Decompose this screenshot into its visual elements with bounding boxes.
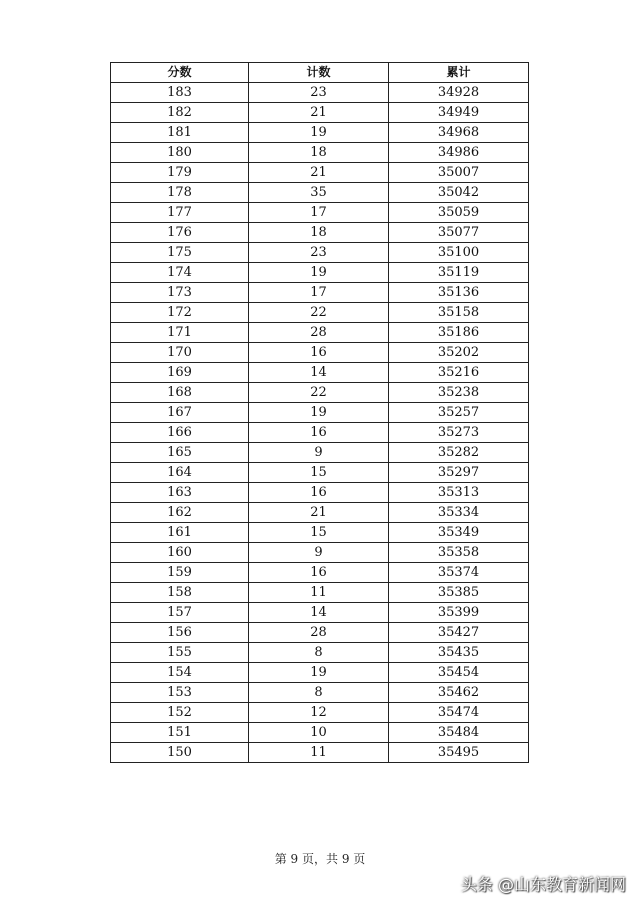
- count-cell: 10: [249, 723, 389, 743]
- cumulative-cell: 35238: [389, 383, 529, 403]
- table-row: [111, 523, 529, 543]
- table-row: [111, 623, 529, 643]
- cumulative-cell: 35007: [389, 163, 529, 183]
- score-cell: 157: [111, 603, 249, 623]
- cumulative-cell: 35427: [389, 623, 529, 643]
- count-cell: 23: [249, 83, 389, 103]
- table-row: [111, 583, 529, 603]
- cumulative-cell: 35042: [389, 183, 529, 203]
- cumulative-cell: 35257: [389, 403, 529, 423]
- cumulative-cell: 34986: [389, 143, 529, 163]
- score-table: [110, 62, 529, 763]
- cumulative-cell: 35077: [389, 223, 529, 243]
- cumulative-cell: 35186: [389, 323, 529, 343]
- count-cell: 28: [249, 623, 389, 643]
- cumulative-cell: 35484: [389, 723, 529, 743]
- cumulative-cell: 35462: [389, 683, 529, 703]
- table-row: [111, 643, 529, 663]
- score-cell: 159: [111, 563, 249, 583]
- cumulative-cell: 35136: [389, 283, 529, 303]
- cumulative-cell: 35435: [389, 643, 529, 663]
- count-cell: 11: [249, 583, 389, 603]
- score-cell: 174: [111, 263, 249, 283]
- table-row: [111, 663, 529, 683]
- score-cell: 180: [111, 143, 249, 163]
- cumulative-cell: 35399: [389, 603, 529, 623]
- count-cell: 35: [249, 183, 389, 203]
- cumulative-cell: 34949: [389, 103, 529, 123]
- table-row: [111, 363, 529, 383]
- score-cell: 183: [111, 83, 249, 103]
- score-cell: 160: [111, 543, 249, 563]
- count-cell: 14: [249, 363, 389, 383]
- count-cell: 19: [249, 663, 389, 683]
- score-cell: 171: [111, 323, 249, 343]
- score-cell: 181: [111, 123, 249, 143]
- score-cell: 165: [111, 443, 249, 463]
- score-cell: 162: [111, 503, 249, 523]
- table-row: [111, 403, 529, 423]
- count-cell: 12: [249, 703, 389, 723]
- cumulative-cell: 35282: [389, 443, 529, 463]
- score-cell: 152: [111, 703, 249, 723]
- table-row: [111, 743, 529, 763]
- cumulative-cell: 35313: [389, 483, 529, 503]
- table-row: [111, 483, 529, 503]
- table-row: [111, 383, 529, 403]
- table-row: [111, 423, 529, 443]
- score-cell: 153: [111, 683, 249, 703]
- score-cell: 154: [111, 663, 249, 683]
- count-cell: 16: [249, 423, 389, 443]
- cumulative-cell: 35495: [389, 743, 529, 763]
- cumulative-cell: 35358: [389, 543, 529, 563]
- source-watermark: 头条 @山东教育新闻网: [460, 875, 626, 894]
- cumulative-cell: 35216: [389, 363, 529, 383]
- table-header-row: [111, 63, 529, 83]
- count-cell: 15: [249, 463, 389, 483]
- table-row: [111, 143, 529, 163]
- score-cell: 167: [111, 403, 249, 423]
- count-cell: 19: [249, 123, 389, 143]
- cumulative-cell: 35119: [389, 263, 529, 283]
- score-cell: 158: [111, 583, 249, 603]
- cumulative-cell: 35158: [389, 303, 529, 323]
- table-row: [111, 703, 529, 723]
- score-cell: 156: [111, 623, 249, 643]
- table-row: [111, 543, 529, 563]
- score-cell: 179: [111, 163, 249, 183]
- cumulative-cell: 35385: [389, 583, 529, 603]
- score-cell: 172: [111, 303, 249, 323]
- score-cell: 177: [111, 203, 249, 223]
- score-cell: 151: [111, 723, 249, 743]
- count-cell: 23: [249, 243, 389, 263]
- score-cell: 150: [111, 743, 249, 763]
- table-row: [111, 223, 529, 243]
- table-row: [111, 203, 529, 223]
- column-header-count: 计数: [249, 63, 389, 83]
- count-cell: 28: [249, 323, 389, 343]
- cumulative-cell: 35474: [389, 703, 529, 723]
- cumulative-cell: 35297: [389, 463, 529, 483]
- score-cell: 173: [111, 283, 249, 303]
- count-cell: 8: [249, 643, 389, 663]
- count-cell: 16: [249, 483, 389, 503]
- table-row: [111, 343, 529, 363]
- score-cell: 170: [111, 343, 249, 363]
- table-row: [111, 163, 529, 183]
- table-row: [111, 463, 529, 483]
- count-cell: 21: [249, 163, 389, 183]
- table-row: [111, 263, 529, 283]
- table-row: [111, 183, 529, 203]
- column-header-cumulative: 累计: [389, 63, 529, 83]
- table-row: [111, 603, 529, 623]
- table-row: [111, 683, 529, 703]
- score-cell: 166: [111, 423, 249, 443]
- table-row: [111, 283, 529, 303]
- count-cell: 16: [249, 343, 389, 363]
- score-cell: 161: [111, 523, 249, 543]
- table-body: [111, 83, 529, 763]
- count-cell: 19: [249, 403, 389, 423]
- score-cell: 155: [111, 643, 249, 663]
- score-cell: 175: [111, 243, 249, 263]
- count-cell: 18: [249, 223, 389, 243]
- column-header-score: 分数: [111, 63, 249, 83]
- count-cell: 11: [249, 743, 389, 763]
- count-cell: 9: [249, 543, 389, 563]
- count-cell: 21: [249, 503, 389, 523]
- cumulative-cell: 34968: [389, 123, 529, 143]
- score-cell: 182: [111, 103, 249, 123]
- cumulative-cell: 35273: [389, 423, 529, 443]
- score-cell: 168: [111, 383, 249, 403]
- table-row: [111, 443, 529, 463]
- table-row: [111, 323, 529, 343]
- score-cell: 178: [111, 183, 249, 203]
- table-row: [111, 723, 529, 743]
- cumulative-cell: 35349: [389, 523, 529, 543]
- score-cell: 163: [111, 483, 249, 503]
- count-cell: 8: [249, 683, 389, 703]
- count-cell: 19: [249, 263, 389, 283]
- table-row: [111, 563, 529, 583]
- cumulative-cell: 35059: [389, 203, 529, 223]
- count-cell: 22: [249, 383, 389, 403]
- table-row: [111, 503, 529, 523]
- cumulative-cell: 35100: [389, 243, 529, 263]
- table-row: [111, 103, 529, 123]
- cumulative-cell: 35334: [389, 503, 529, 523]
- score-cell: 169: [111, 363, 249, 383]
- count-cell: 18: [249, 143, 389, 163]
- score-cell: 176: [111, 223, 249, 243]
- cumulative-cell: 35202: [389, 343, 529, 363]
- score-cell: 164: [111, 463, 249, 483]
- table-row: [111, 83, 529, 103]
- table-row: [111, 123, 529, 143]
- cumulative-cell: 35454: [389, 663, 529, 683]
- count-cell: 15: [249, 523, 389, 543]
- cumulative-cell: 34928: [389, 83, 529, 103]
- page-number-footer: 第 9 页，共 9 页: [274, 852, 366, 866]
- count-cell: 14: [249, 603, 389, 623]
- count-cell: 22: [249, 303, 389, 323]
- count-cell: 16: [249, 563, 389, 583]
- count-cell: 17: [249, 283, 389, 303]
- table-row: [111, 243, 529, 263]
- cumulative-cell: 35374: [389, 563, 529, 583]
- table-row: [111, 303, 529, 323]
- count-cell: 17: [249, 203, 389, 223]
- count-cell: 21: [249, 103, 389, 123]
- count-cell: 9: [249, 443, 389, 463]
